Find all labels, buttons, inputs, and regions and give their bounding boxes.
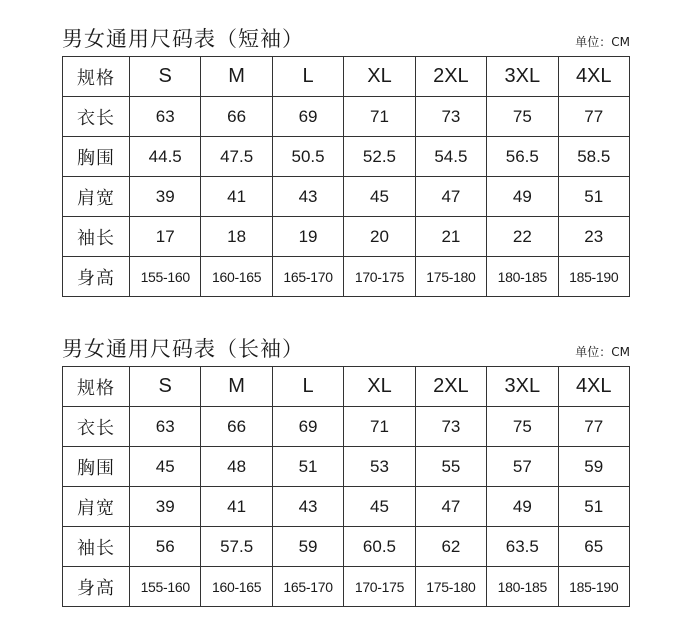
table-cell: 53 — [344, 447, 415, 487]
size-chart-short-sleeve — [62, 24, 632, 297]
table-cell: 43 — [272, 487, 343, 527]
table-cell: 170-175 — [344, 567, 415, 607]
table-cell: 41 — [201, 487, 272, 527]
table-cell: 57 — [487, 447, 558, 487]
row-label: 身高 — [63, 567, 130, 607]
table-cell: 43 — [272, 177, 343, 217]
table-cell: 51 — [558, 487, 629, 527]
header-size-xl: XL — [344, 367, 415, 407]
table-row-length — [63, 97, 630, 137]
header-size-3xl: 3XL — [487, 367, 558, 407]
table-cell: 21 — [415, 217, 486, 257]
row-label: 衣长 — [63, 407, 130, 447]
table-cell: 185-190 — [558, 257, 629, 297]
row-label: 身高 — [63, 257, 130, 297]
table-cell: 160-165 — [201, 567, 272, 607]
table-cell: 39 — [130, 487, 201, 527]
table-cell: 19 — [272, 217, 343, 257]
table-cell: 175-180 — [415, 567, 486, 607]
size-chart-header — [62, 334, 632, 366]
table-cell: 50.5 — [272, 137, 343, 177]
table-row-chest — [63, 447, 630, 487]
table-cell: 39 — [130, 177, 201, 217]
table-cell: 75 — [487, 407, 558, 447]
table-row-shoulder — [63, 487, 630, 527]
table-cell: 71 — [344, 407, 415, 447]
table-cell: 58.5 — [558, 137, 629, 177]
table-cell: 51 — [558, 177, 629, 217]
table-cell: 18 — [201, 217, 272, 257]
table-row-chest — [63, 137, 630, 177]
table-cell: 51 — [272, 447, 343, 487]
table-cell: 170-175 — [344, 257, 415, 297]
table-cell: 77 — [558, 97, 629, 137]
table-cell: 17 — [130, 217, 201, 257]
header-size-m: M — [201, 57, 272, 97]
table-cell: 41 — [201, 177, 272, 217]
unit-label: 单位：CM — [575, 35, 630, 49]
size-chart-long-sleeve — [62, 334, 632, 607]
size-table — [62, 366, 630, 607]
table-cell: 65 — [558, 527, 629, 567]
table-cell: 59 — [272, 527, 343, 567]
table-cell: 45 — [130, 447, 201, 487]
table-cell: 165-170 — [272, 257, 343, 297]
table-cell: 20 — [344, 217, 415, 257]
table-cell: 155-160 — [130, 567, 201, 607]
header-size-4xl: 4XL — [558, 57, 629, 97]
table-cell: 185-190 — [558, 567, 629, 607]
header-size-s: S — [130, 57, 201, 97]
table-cell: 60.5 — [344, 527, 415, 567]
table-cell: 59 — [558, 447, 629, 487]
table-cell: 66 — [201, 97, 272, 137]
table-cell: 77 — [558, 407, 629, 447]
table-cell: 165-170 — [272, 567, 343, 607]
table-cell: 180-185 — [487, 567, 558, 607]
table-row-shoulder — [63, 177, 630, 217]
header-size-s: S — [130, 367, 201, 407]
table-cell: 54.5 — [415, 137, 486, 177]
table-cell: 69 — [272, 97, 343, 137]
table-header-row — [63, 367, 630, 407]
table-cell: 73 — [415, 97, 486, 137]
table-cell: 160-165 — [201, 257, 272, 297]
table-cell: 62 — [415, 527, 486, 567]
unit-label: 单位：CM — [575, 345, 630, 359]
table-cell: 63.5 — [487, 527, 558, 567]
table-cell: 63 — [130, 407, 201, 447]
header-size-m: M — [201, 367, 272, 407]
table-cell: 47.5 — [201, 137, 272, 177]
row-label: 衣长 — [63, 97, 130, 137]
table-cell: 155-160 — [130, 257, 201, 297]
table-cell: 49 — [487, 177, 558, 217]
header-size-l: L — [272, 367, 343, 407]
size-table — [62, 56, 630, 297]
table-cell: 57.5 — [201, 527, 272, 567]
table-cell: 45 — [344, 177, 415, 217]
table-row-height — [63, 567, 630, 607]
size-chart-title: 男女通用尺码表（短袖） — [62, 27, 304, 51]
table-cell: 48 — [201, 447, 272, 487]
table-cell: 63 — [130, 97, 201, 137]
row-label: 袖长 — [63, 217, 130, 257]
header-spec-cell: 规格 — [63, 367, 130, 407]
row-label: 肩宽 — [63, 177, 130, 217]
row-label: 肩宽 — [63, 487, 130, 527]
header-size-4xl: 4XL — [558, 367, 629, 407]
header-spec-cell: 规格 — [63, 57, 130, 97]
header-size-xl: XL — [344, 57, 415, 97]
table-cell: 23 — [558, 217, 629, 257]
table-cell: 56.5 — [487, 137, 558, 177]
table-cell: 56 — [130, 527, 201, 567]
table-cell: 49 — [487, 487, 558, 527]
row-label: 胸围 — [63, 137, 130, 177]
table-cell: 22 — [487, 217, 558, 257]
header-size-l: L — [272, 57, 343, 97]
table-cell: 47 — [415, 177, 486, 217]
table-cell: 45 — [344, 487, 415, 527]
table-cell: 47 — [415, 487, 486, 527]
table-cell: 175-180 — [415, 257, 486, 297]
table-cell: 44.5 — [130, 137, 201, 177]
table-row-sleeve — [63, 217, 630, 257]
header-size-2xl: 2XL — [415, 57, 486, 97]
table-cell: 52.5 — [344, 137, 415, 177]
row-label: 袖长 — [63, 527, 130, 567]
table-cell: 69 — [272, 407, 343, 447]
table-cell: 75 — [487, 97, 558, 137]
table-row-height — [63, 257, 630, 297]
table-row-length — [63, 407, 630, 447]
table-cell: 66 — [201, 407, 272, 447]
table-cell: 71 — [344, 97, 415, 137]
table-cell: 73 — [415, 407, 486, 447]
header-size-2xl: 2XL — [415, 367, 486, 407]
table-cell: 55 — [415, 447, 486, 487]
table-cell: 180-185 — [487, 257, 558, 297]
header-size-3xl: 3XL — [487, 57, 558, 97]
size-chart-title: 男女通用尺码表（长袖） — [62, 337, 304, 361]
row-label: 胸围 — [63, 447, 130, 487]
table-row-sleeve — [63, 527, 630, 567]
size-chart-header — [62, 24, 632, 56]
table-header-row — [63, 57, 630, 97]
